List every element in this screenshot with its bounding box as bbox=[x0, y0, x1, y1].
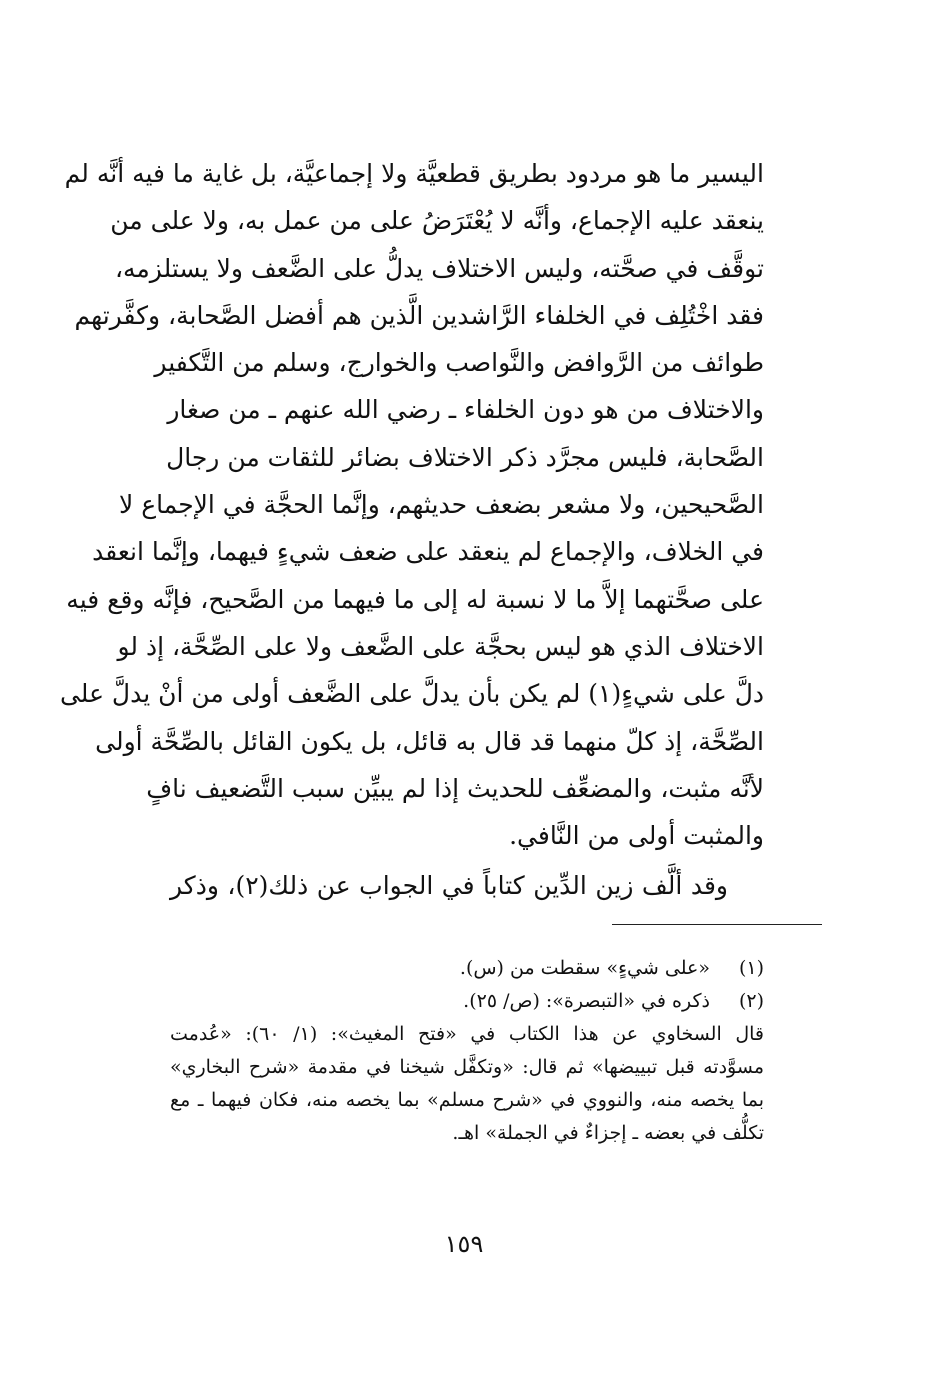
text-line: لأنَّه مثبت، والمضعِّف للحديث إذا لم يبيِّن سبب التَّضعيف نافٍ bbox=[146, 773, 764, 803]
footnote-text: ذكره في «التبصرة»: (ص/ ٢٥). bbox=[463, 990, 710, 1012]
footnote-line: قال السخاوي عن هذا الكتاب في «فتح المغيث»: (١/ ٦٠): «عُدمت bbox=[170, 1023, 764, 1045]
text-line: الصَّحابة، فليس مجرَّد ذكر الاختلاف بضائر للثقات من رجال bbox=[166, 442, 764, 472]
footnote-2-quote bbox=[170, 1018, 764, 1150]
footnote-line: تكلُّف في بعضه ـ إجزاءٌ في الجملة» اهـ. bbox=[452, 1122, 764, 1144]
text-line: توقَّف في صحَّته، وليس الاختلاف يدلُّ على الضَّعف ولا يستلزمه، bbox=[114, 253, 764, 283]
text-line: فقد اخْتُلِف في الخلفاء الرَّاشدين الَّذين هم أفضل الصَّحابة، وكفَّرتهم bbox=[74, 300, 764, 330]
text-line: الاختلاف الذي هو ليس بحجَّة على الضَّعف ولا على الصِّحَّة، إذ لو bbox=[117, 631, 764, 661]
text-line: والاختلاف من هو دون الخلفاء ـ رضي الله عنهم ـ من صغار bbox=[167, 395, 764, 425]
text-line: ينعقد عليه الإجماع، وأنَّه لا يُعْتَرَضُ على من عمل به، ولا على من bbox=[110, 206, 764, 236]
text-line: في الخلاف، والإجماع لم ينعقد على ضعف شيءٍ فيهما، وإنَّما انعقد bbox=[92, 537, 764, 567]
page-number: ١٥٩ bbox=[444, 1230, 484, 1258]
text-line: على صحَّتهما إلاَّ ما لا نسبة له إلى ما فيهما من الصَّحيح، فإنَّه وقع فيه bbox=[66, 584, 764, 614]
footnote-number: (١) bbox=[738, 957, 764, 979]
footnote-number: (٢) bbox=[738, 990, 764, 1012]
text-line: وقد ألَّف زين الدِّين كتاباً في الجواب عن ذلك(٢)، وذكر bbox=[170, 871, 729, 900]
footnote-1 bbox=[170, 952, 764, 985]
footnotes bbox=[170, 952, 764, 1150]
text-line: والمثبت أولى من النَّافي. bbox=[509, 821, 764, 851]
second-paragraph bbox=[170, 862, 764, 909]
footnote-line: مسوَّدته قبل تبييضها» ثم قال: «وتكفَّل شيخنا في مقدمة «شرح البخاري» bbox=[170, 1056, 764, 1078]
footnote-2 bbox=[170, 985, 764, 1018]
footnote-line: بما يخصه منه، والنووي في «شرح مسلم» بما يخصه منه، فكان فيهما ـ مع bbox=[170, 1089, 764, 1111]
main-paragraph bbox=[59, 150, 764, 859]
footnote-text: «على شيءٍ» سقطت من (س). bbox=[459, 957, 710, 979]
text-line: الصِّحَّة، إذ كلّ منهما قد قال به قائل، بل يكون القائل بالصِّحَّة أولى bbox=[95, 726, 764, 756]
footnote-separator bbox=[612, 924, 822, 925]
text-line: اليسير ما هو مردود بطريق قطعيَّة ولا إجماعيَّة، بل غاية ما فيه أنَّه لم bbox=[64, 159, 764, 188]
text-line: دلَّ على شيءٍ(١) لم يكن بأن يدلَّ على الضَّعف أولى من أنْ يدلَّ على bbox=[59, 679, 764, 709]
text-line: الصَّحيحين، ولا مشعر بضعف حديثهم، وإنَّما الحجَّة في الإجماع لا bbox=[119, 490, 764, 520]
text-line: طوائف من الرَّوافض والنَّواصب والخوارج، وسلم من التَّكفير bbox=[154, 348, 764, 378]
